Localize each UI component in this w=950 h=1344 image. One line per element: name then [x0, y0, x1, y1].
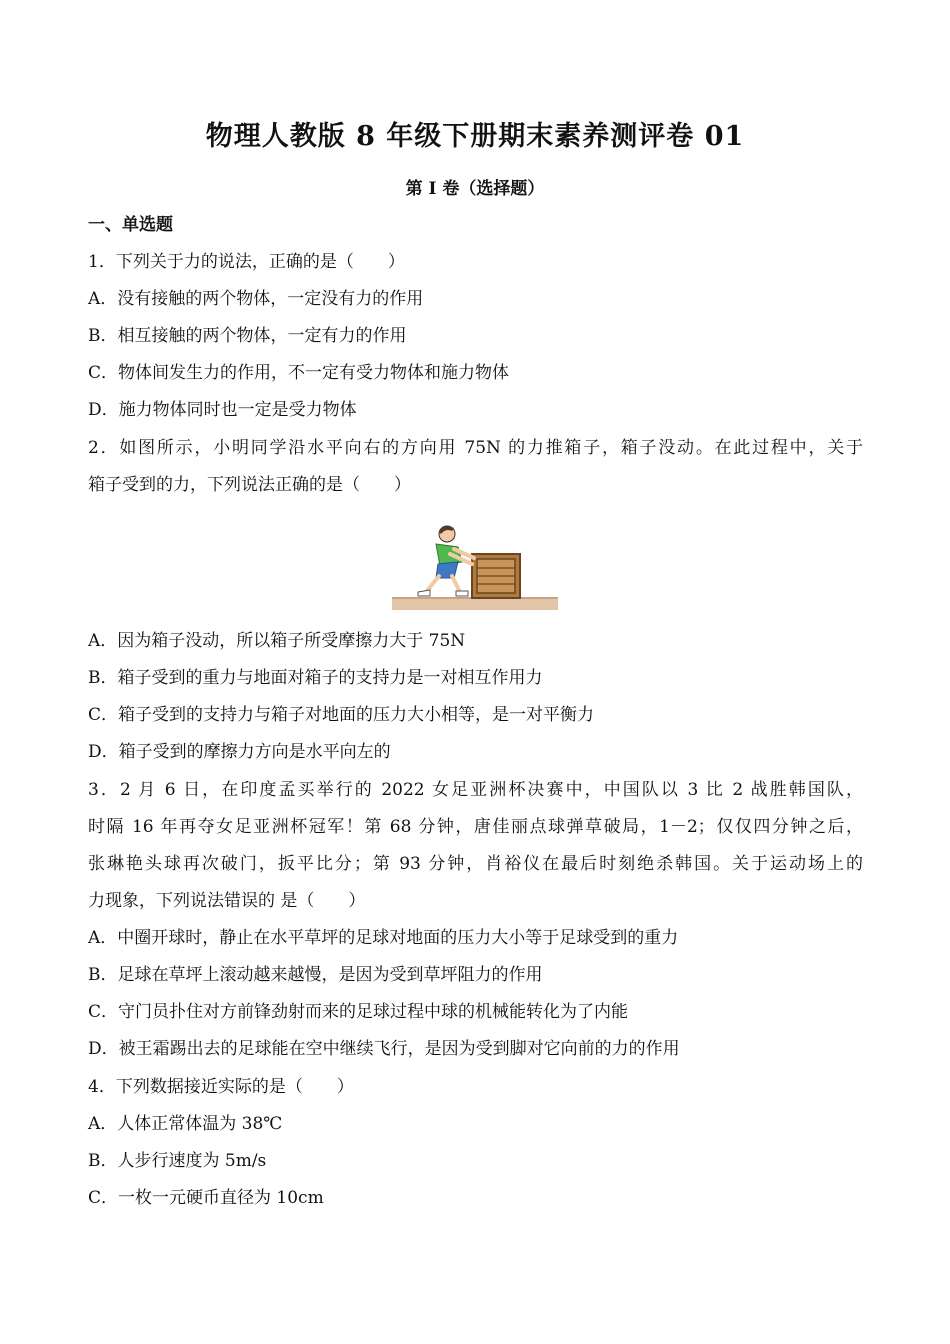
question-3-option-c: C．守门员扑住对方前锋劲射而来的足球过程中球的机械能转化为了内能 [88, 1002, 629, 1022]
question-1-option-b: B．相互接触的两个物体，一定有力的作用 [88, 326, 407, 346]
part-heading: 第 I 卷（选择题） [405, 179, 545, 199]
page-title: 物理人教版 8 年级下册期末素养测评卷 01 [205, 121, 745, 152]
question-1-option-c: C．物体间发生力的作用，不一定有受力物体和施力物体 [88, 363, 510, 383]
question-2-option-c: C．箱子受到的支持力与箱子对地面的压力大小相等，是一对平衡力 [88, 705, 595, 725]
boy-figure [418, 526, 474, 596]
question-3-option-b: B．足球在草坪上滚动越来越慢，是因为受到草坪阻力的作用 [88, 965, 543, 985]
section-heading: 一、单选题 [88, 215, 173, 235]
question-3-stem-line-1: 3．2 月 6 日，在印度孟买举行的 2022 女足亚洲杯决赛中，中国队以 3 比 2 战胜韩国队， [88, 780, 863, 800]
question-2-option-b: B．箱子受到的重力与地面对箱子的支持力是一对相互作用力 [88, 668, 543, 688]
question-3-stem-line-3: 张琳艳头球再次破门，扳平比分；第 93 分钟，肖裕仪在最后时刻绝杀韩国。关于运动场上的 [88, 854, 863, 874]
question-2-stem-line-1: 2．如图所示，小明同学沿水平向右的方向用 75N 的力推箱子，箱子没动。在此过程中，关于 [88, 438, 863, 458]
question-1-option-d: D．施力物体同时也一定是受力物体 [88, 400, 357, 420]
question-4-option-a: A．人体正常体温为 38℃ [88, 1114, 283, 1134]
question-1-stem: 1．下列关于力的说法，正确的是（ ） [88, 252, 405, 272]
question-3-stem-line-4: 力现象，下列说法错误的 是（ ） [88, 891, 366, 911]
question-2-stem-line-2: 箱子受到的力，下列说法正确的是（ ） [88, 475, 411, 495]
ground [392, 598, 558, 610]
wooden-box [472, 554, 520, 598]
question-3-stem-line-2: 时隔 16 年再夺女足亚洲杯冠军！第 68 分钟，唐佳丽点球弹草破局，1－2；仅仅四分钟之后， [88, 817, 863, 837]
boy-pushing-box-illustration [392, 520, 558, 612]
question-4-option-c: C．一枚一元硬币直径为 10cm [88, 1188, 324, 1208]
question-3-option-d: D．被王霜踢出去的足球能在空中继续飞行，是因为受到脚对它向前的力的作用 [88, 1039, 680, 1059]
question-3-option-a: A．中圈开球时，静止在水平草坪的足球对地面的压力大小等于足球受到的重力 [88, 928, 679, 948]
question-1-option-a: A．没有接触的两个物体，一定没有力的作用 [88, 289, 424, 309]
question-4-option-b: B．人步行速度为 5m/s [88, 1151, 267, 1171]
question-2-option-a: A．因为箱子没动，所以箱子所受摩擦力大于 75N [88, 631, 466, 651]
question-4-stem: 4．下列数据接近实际的是（ ） [88, 1077, 354, 1097]
question-2-option-d: D．箱子受到的摩擦力方向是水平向左的 [88, 742, 391, 762]
